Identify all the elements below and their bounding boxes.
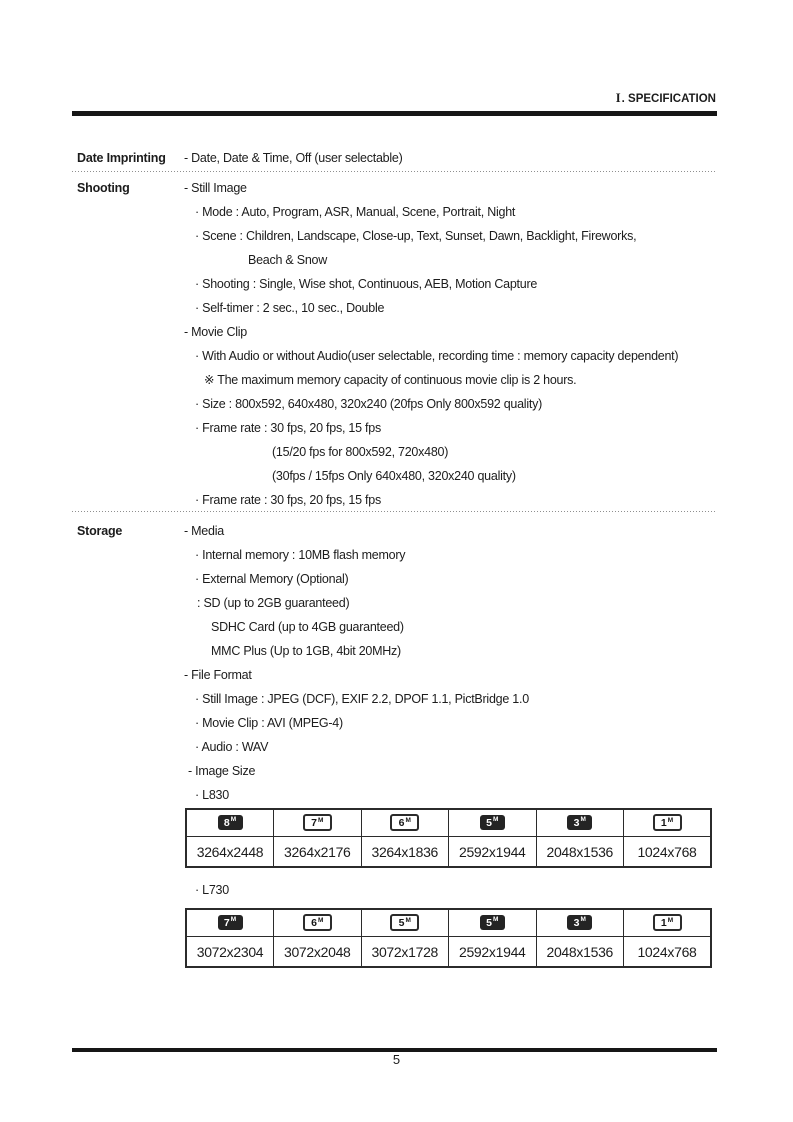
spec-line: : SD (up to 2GB guaranteed) bbox=[197, 596, 350, 610]
image-size-6m-icon: 6 M bbox=[303, 914, 332, 931]
spec-line: - Still Image bbox=[184, 181, 247, 195]
spec-line: MMC Plus (Up to 1GB, 4bit 20MHz) bbox=[211, 644, 401, 658]
spec-line: SDHC Card (up to 4GB guaranteed) bbox=[211, 620, 404, 634]
spec-line: · Size : 800x592, 640x480, 320x240 (20fps Only 800x592 quality) bbox=[195, 397, 542, 411]
size-icon-cell bbox=[186, 809, 274, 837]
spec-line: · With Audio or without Audio(user selectable, recording time : memory capacity dependent) bbox=[195, 349, 679, 363]
spec-note-line: ※ The maximum memory capacity of continuous movie clip is 2 hours. bbox=[204, 373, 577, 387]
spec-line: · Frame rate : 30 fps, 20 fps, 15 fps bbox=[195, 493, 381, 507]
size-value-cell: 3264x2176 bbox=[274, 837, 362, 868]
spec-line: · Audio : WAV bbox=[195, 740, 269, 754]
spec-line: · Self-timer : 2 sec., 10 sec., Double bbox=[195, 301, 385, 315]
image-size-7m-icon: 7 M bbox=[303, 814, 332, 831]
size-icon-cell bbox=[274, 809, 362, 837]
size-icon-cell bbox=[536, 809, 624, 837]
value-row bbox=[186, 837, 711, 868]
image-size-5m-icon: 5 M bbox=[480, 915, 505, 930]
spec-line: · External Memory (Optional) bbox=[195, 572, 349, 586]
spec-line: · Frame rate : 30 fps, 20 fps, 15 fps bbox=[195, 421, 381, 435]
size-icon-cell bbox=[449, 809, 537, 837]
value-row bbox=[186, 937, 711, 968]
spec-line: Beach & Snow bbox=[248, 253, 327, 267]
storage-content bbox=[184, 519, 529, 807]
image-size-3m-icon: 3 M bbox=[567, 915, 592, 930]
spec-line: - Date, Date & Time, Off (user selectable) bbox=[184, 151, 403, 165]
l730-label-row bbox=[184, 878, 229, 902]
size-value-cell: 3072x1728 bbox=[361, 937, 449, 968]
spec-line: (30fps / 15fps Only 640x480, 320x240 quality) bbox=[272, 469, 516, 483]
size-value-cell: 1024x768 bbox=[624, 937, 712, 968]
spec-line: · Mode : Auto, Program, ASR, Manual, Scene, Portrait, Night bbox=[195, 205, 516, 219]
size-value-cell: 3264x1836 bbox=[361, 837, 449, 868]
size-value-cell: 2048x1536 bbox=[536, 937, 624, 968]
spec-line: - Movie Clip bbox=[184, 325, 247, 339]
size-icon-cell bbox=[274, 909, 362, 937]
size-value-cell: 2048x1536 bbox=[536, 837, 624, 868]
image-size-7m-icon: 7 M bbox=[218, 915, 243, 930]
size-icon-cell bbox=[186, 909, 274, 937]
section-label-date-imprinting: Date Imprinting bbox=[77, 151, 166, 165]
image-size-5m-icon: 5 M bbox=[480, 815, 505, 830]
page-number: 5 bbox=[392, 1052, 401, 1067]
page-title bbox=[616, 91, 716, 106]
size-icon-cell bbox=[361, 809, 449, 837]
size-value-cell: 3072x2048 bbox=[274, 937, 362, 968]
spec-line: · Movie Clip : AVI (MPEG-4) bbox=[195, 716, 343, 730]
size-table-l830 bbox=[185, 808, 712, 868]
size-icon-cell bbox=[536, 909, 624, 937]
icon-row bbox=[186, 909, 711, 937]
size-table-l730 bbox=[185, 908, 712, 968]
header-rule bbox=[72, 111, 717, 116]
size-icon-cell bbox=[624, 809, 712, 837]
image-size-6m-icon: 6 M bbox=[390, 814, 419, 831]
date-imprinting-content bbox=[184, 146, 403, 170]
spec-line: · Scene : Children, Landscape, Close-up, Text, Sunset, Dawn, Backlight, Fireworks, bbox=[195, 229, 637, 243]
chapter-numeral: I bbox=[615, 91, 621, 105]
section-label-shooting: Shooting bbox=[77, 181, 130, 195]
spec-line: - Media bbox=[184, 524, 224, 538]
section-label-storage: Storage bbox=[77, 524, 123, 538]
row-divider bbox=[72, 511, 717, 512]
shooting-content bbox=[184, 176, 678, 512]
size-icon-cell bbox=[449, 909, 537, 937]
spec-line: - File Format bbox=[184, 668, 252, 682]
size-value-cell: 3072x2304 bbox=[186, 937, 274, 968]
image-size-8m-icon: 8 M bbox=[218, 815, 243, 830]
image-size-5m-icon: 5 M bbox=[390, 914, 419, 931]
icon-row bbox=[186, 809, 711, 837]
spec-line: (15/20 fps for 800x592, 720x480) bbox=[272, 445, 449, 459]
spec-line: · Shooting : Single, Wise shot, Continuous, AEB, Motion Capture bbox=[195, 277, 538, 291]
row-divider bbox=[72, 171, 717, 172]
image-size-3m-icon: 3 M bbox=[567, 815, 592, 830]
size-icon-cell bbox=[624, 909, 712, 937]
image-size-1m-icon: 1 M bbox=[653, 914, 682, 931]
size-value-cell: 1024x768 bbox=[624, 837, 712, 868]
chapter-title: . SPECIFICATION bbox=[621, 93, 716, 105]
size-icon-cell bbox=[361, 909, 449, 937]
size-value-cell: 2592x1944 bbox=[449, 837, 537, 868]
image-size-1m-icon: 1 M bbox=[653, 814, 682, 831]
size-value-cell: 2592x1944 bbox=[449, 937, 537, 968]
spec-line: - Image Size bbox=[188, 764, 256, 778]
size-value-cell: 3264x2448 bbox=[186, 837, 274, 868]
model-label-l830: · L830 bbox=[195, 788, 229, 802]
model-label-l730: · L730 bbox=[195, 883, 229, 897]
spec-line: · Internal memory : 10MB flash memory bbox=[195, 548, 406, 562]
spec-line: · Still Image : JPEG (DCF), EXIF 2.2, DPOF 1.1, PictBridge 1.0 bbox=[195, 692, 529, 706]
